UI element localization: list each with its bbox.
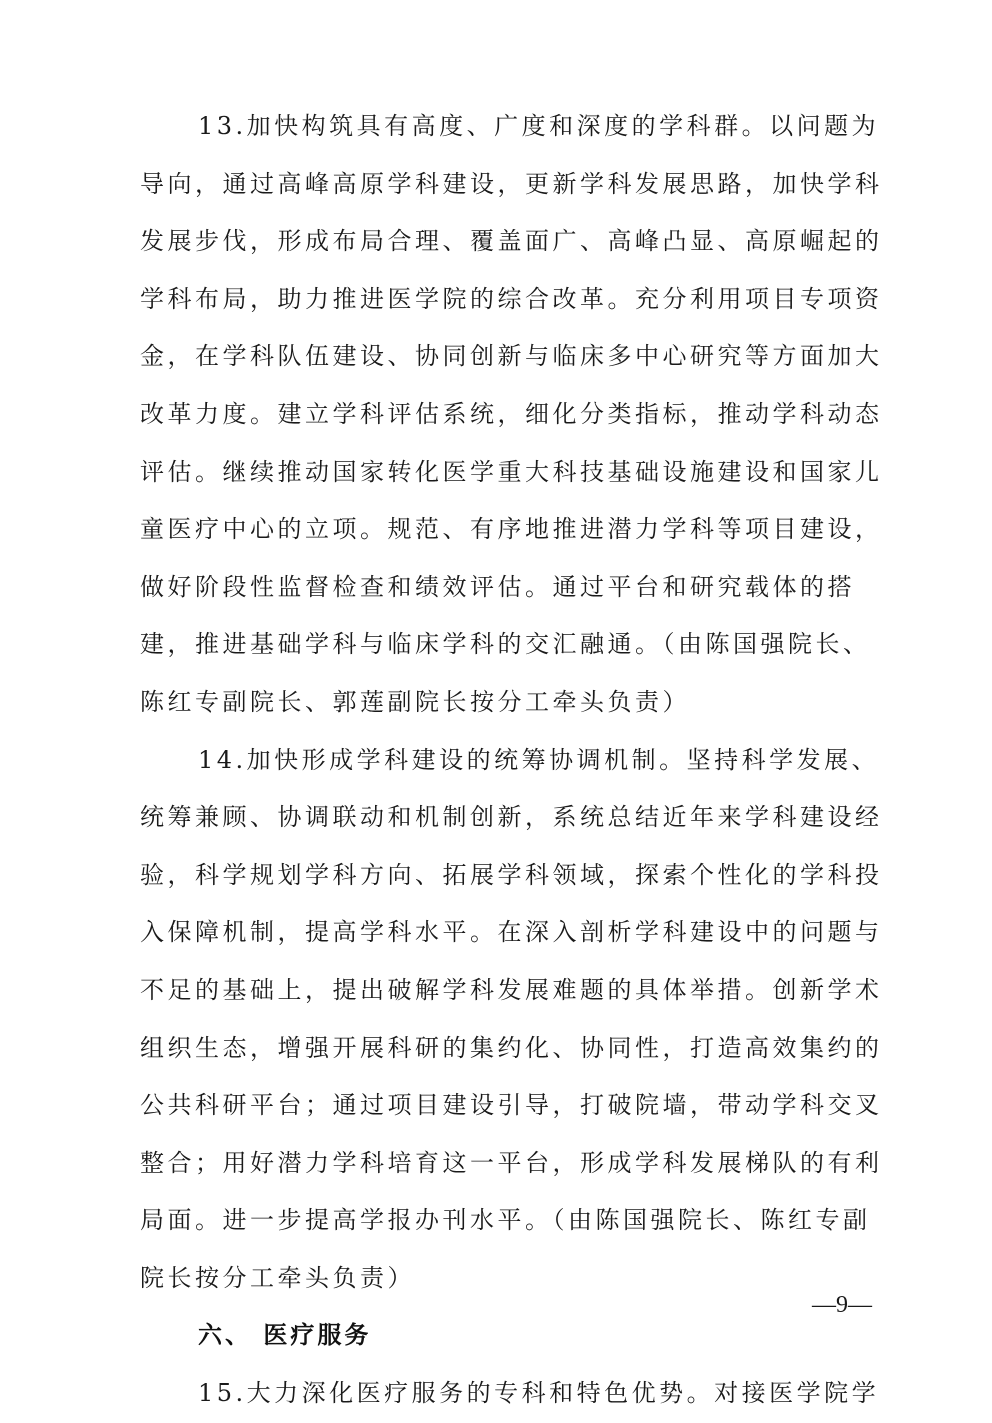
- paragraph-13-line-1: 13.加快构筑具有高度、广度和深度的学科群。以问题为: [198, 112, 880, 140]
- paragraph-13-line-6: 改革力度。建立学科评估系统，细化分类指标，推动学科动态: [140, 399, 883, 428]
- paragraph-13-line-8: 童医疗中心的立项。规范、有序地推进潜力学科等项目建设，: [140, 515, 883, 544]
- section-heading: 六、 医疗服务: [198, 1321, 372, 1350]
- paragraph-13-line-2: 导向，通过高峰高原学科建设，更新学科发展思路，加快学科: [140, 169, 883, 198]
- paragraph-14-line-1: 14.加快形成学科建设的统筹协调机制。坚持科学发展、: [198, 745, 880, 774]
- paragraph-13-line-10: 建，推进基础学科与临床学科的交汇融通。（由陈国强院长、: [140, 630, 871, 659]
- paragraph-13-line-11: 陈红专副院长、郭莲副院长按分工牵头负责）: [140, 687, 690, 716]
- paragraph-14-line-2: 统筹兼顾、协调联动和机制创新，系统总结近年来学科建设经: [140, 803, 883, 832]
- paragraph-14-line-5: 不足的基础上，提出破解学科发展难题的具体举措。创新学术: [140, 975, 883, 1004]
- document-body: [140, 98, 883, 1423]
- paragraph-14-line-10: 院长按分工牵头负责）: [140, 1263, 415, 1292]
- paragraph-14-line-7: 公共科研平台；通过项目建设引导，打破院墙，带动学科交叉: [140, 1091, 883, 1120]
- paragraph-13-line-7: 评估。继续推动国家转化医学重大科技基础设施建设和国家儿: [140, 457, 883, 486]
- paragraph-14-line-8: 整合；用好潜力学科培育这一平台，形成学科发展梯队的有利: [140, 1148, 883, 1177]
- paragraph-13-line-5: 金，在学科队伍建设、协同创新与临床多中心研究等方面加大: [140, 342, 883, 371]
- paragraph-14-line-6: 组织生态，增强开展科研的集约化、协同性，打造高效集约的: [140, 1033, 883, 1062]
- paragraph-14-line-4: 入保障机制，提高学科水平。在深入剖析学科建设中的问题与: [140, 918, 883, 947]
- page-number: —9—: [812, 1292, 872, 1318]
- paragraph-15-line-1: 15.大力深化医疗服务的专科和特色优势。对接医学院学: [198, 1379, 880, 1408]
- paragraph-13-line-4: 学科布局，助力推进医学院的综合改革。充分利用项目专项资: [140, 284, 883, 313]
- paragraph-13-line-3: 发展步伐，形成布局合理、覆盖面广、高峰凸显、高原崛起的: [140, 227, 883, 256]
- paragraph-14-line-3: 验，科学规划学科方向、拓展学科领域，探索个性化的学科投: [140, 860, 883, 889]
- paragraph-13-line-9: 做好阶段性监督检查和绩效评估。通过平台和研究载体的搭: [140, 572, 855, 601]
- paragraph-14-line-9: 局面。进一步提高学报办刊水平。（由陈国强院长、陈红专副: [140, 1206, 871, 1235]
